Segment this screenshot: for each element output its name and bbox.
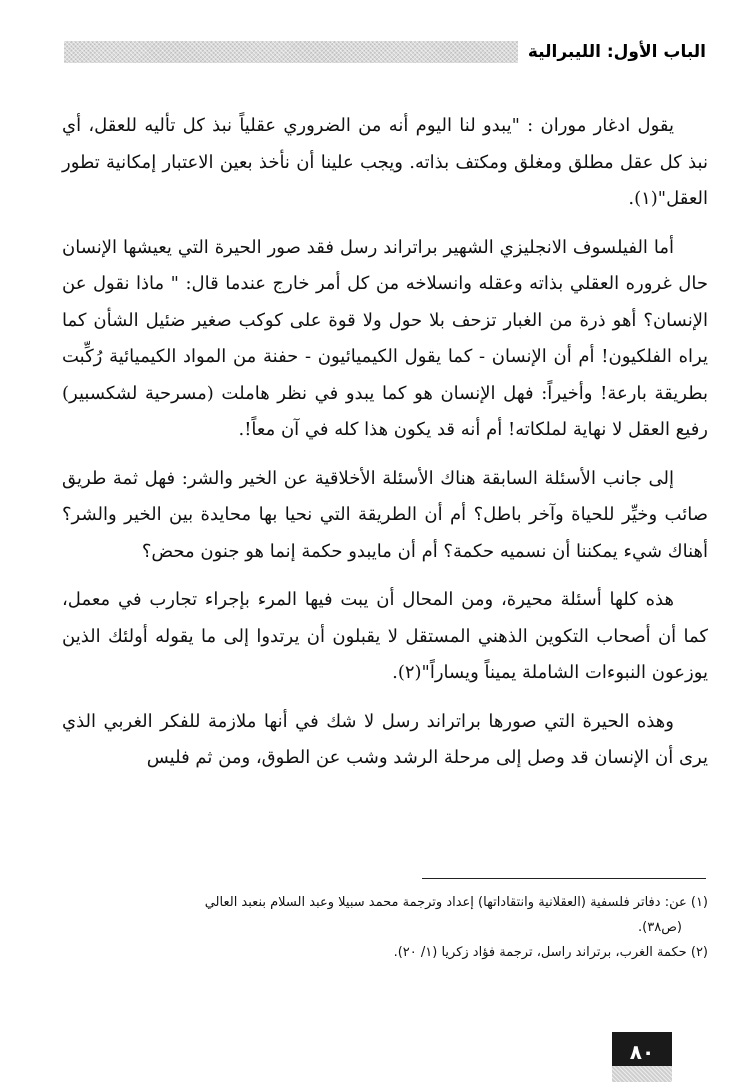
paragraph-3: إلى جانب الأسئلة السابقة هناك الأسئلة الأخلاقية عن الخير والشر: فهل ثمة طريق صائب وخيِّر للحياة وآخر باطل؟ أم أن الطريقة التي نحيا بها محايدة بين الخير والشر؟ أهناك شيء يمكننا أن نسميه حكمة؟ أم أن مايبدو حكمة إنما هو جنون محض؟: [62, 467, 708, 562]
paragraph-1: يقول ادغار موران : "يبدو لنا اليوم أنه من الضروري عقلياً نبذ كل تأليه للعقل، أي نبذ كل عقل مطلق ومغلق ومكتف بذاته. ويجب علينا أن نأخذ بعين الاعتبار إمكانية تطور العقل"(١).: [62, 115, 708, 209]
footnote-1-line-2: (ص٣٨).: [638, 920, 682, 935]
chapter-title: الباب الأول: الليبرالية: [527, 42, 706, 62]
footnote-separator: [422, 878, 706, 879]
paragraph-4: هذه كلها أسئلة محيرة، ومن المحال أن يبت فيها المرء بإجراء تجارب في معمل، كما أن أصحاب التكوين الذهني المستقل لا يقبلون أن يرتدوا إلى ما يقوله أولئك الذين يوزعون النبوءات الشاملة يميناً ويساراً"(٢).: [62, 589, 708, 683]
footnote-1-line-1: (١) عن: دفاتر فلسفية (العقلانية وانتقاداتها) إعداد وترجمة محمد سبيلا وعبد السلام بنعبد العالي: [204, 895, 708, 910]
paragraph-2: أما الفيلسوف الانجليزي الشهير براتراند رسل فقد صور الحيرة التي يعيشها الإنسان حال غروره العقلي بذاته وعقله وانسلاخه من كل أمر خارج عندما قال: " ماذا نقول عن الإنسان؟ أهو ذرة من الغبار تزحف بلا حول ولا قوة على كوكب صغير ضئيل الشأن كما يراه الفلكيون! أم أن الإنسان - كما يقول الكيميائيون - حفنة من المواد الكيميائية رُكِّبت بطريقة بارعة! وأخيراً: فهل الإنسان هو كما يبدو في نظر هاملت (مسرحية لشكسبير) رفيع العقل لا نهاية لملكاته! أم أنه قد يكون هذا كله في آن معاً!.: [62, 236, 708, 440]
running-header: [64, 38, 706, 66]
main-text: [62, 108, 708, 789]
page-number: ٨٠: [612, 1032, 672, 1072]
paragraph-5: وهذه الحيرة التي صورها براتراند رسل لا شك في أنها ملازمة للفكر الغربي الذي يرى أن الإنسان قد وصل إلى مرحلة الرشد وشب عن الطوق، ومن ثم فليس: [62, 710, 708, 768]
footnotes: [62, 890, 708, 965]
header-pattern-band: [64, 41, 518, 63]
page-number-pattern: [612, 1066, 672, 1082]
footnote-2: (٢) حكمة الغرب، برتراند راسل، ترجمة فؤاد زكريا (١/ ٢٠).: [393, 945, 708, 960]
